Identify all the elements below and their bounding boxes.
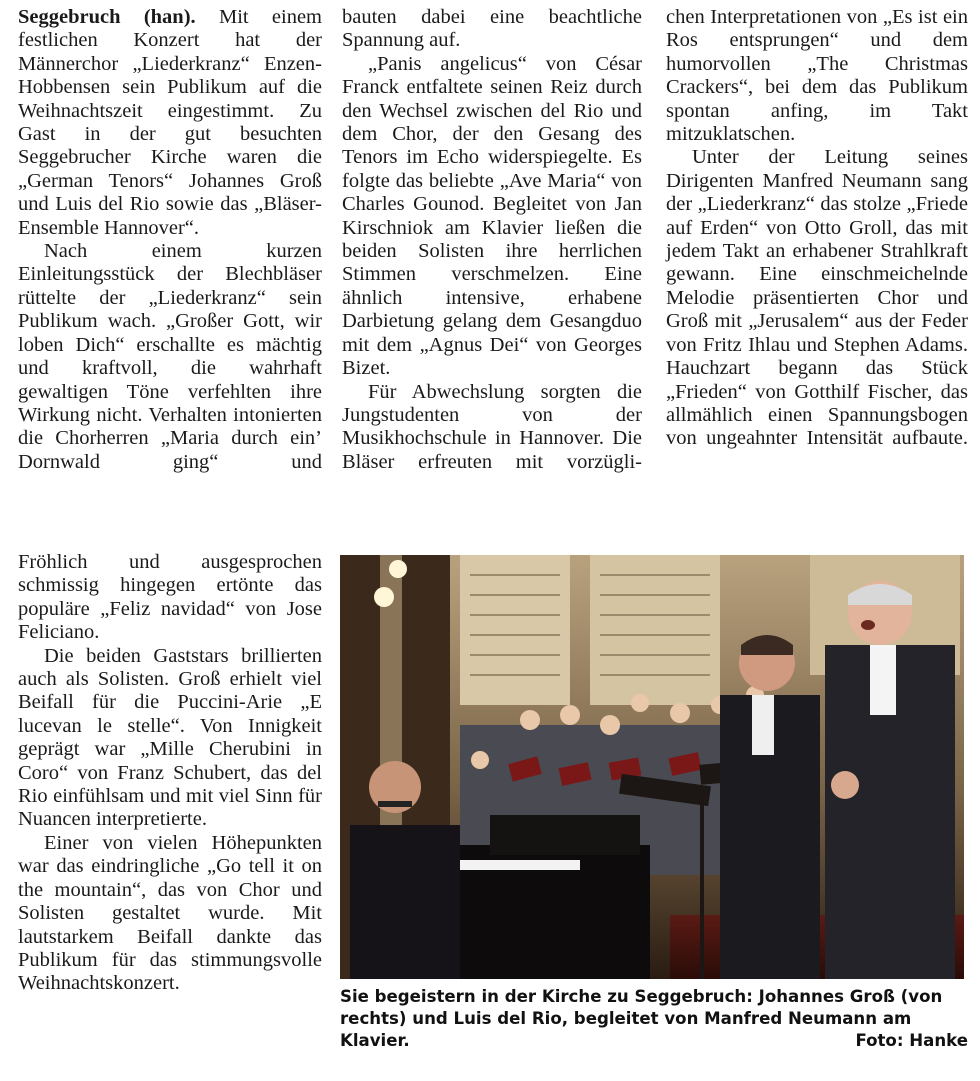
article-column-2 bbox=[342, 6, 642, 474]
paragraph-text: Mit einem festlichen Konzert hat der Männerchor „Liederkranz“ Enzen-Hobbensen sein Publikum auf die Weihnachtszeit eingestimmt. Zu Gast in der gut besuchten Seggebrucher Kirche waren die „German Tenors“ Johannes Groß und Luis del Rio sowie das „Bläser-Ensemble Hannover“. bbox=[18, 6, 322, 239]
article-column-3 bbox=[666, 6, 968, 451]
photo-credit: Foto: Hanke bbox=[855, 1031, 968, 1050]
paragraph: Die beiden Gaststars brillierten auch als Solisten. Groß erhielt viel Beifall für die Puccini-Arie „E lucevan le stelle“. Von Innigkeit geprägt war „Mille Cherubini in Coro“ von Franz Schubert, das del Rio einfühlsam und mit viel Sinn für Nuancen interpretierte. bbox=[18, 644, 322, 831]
paragraph: Nach einem kurzen Einleitungsstück der Blechbläser rüttelte der „Liederkranz“ sein Publikum wach. „Großer Gott, wir loben Dich“ erschallte es mächtig und kraftvoll, die wahrhaft gewaltigen Töne verfehlten ihre Wirkung nicht. Verhalten intonierten die Chorherren „Maria durch ein’ Dornwald ging“ und bbox=[18, 240, 322, 473]
paragraph: chen Interpretationen von „Es ist ein Ros entsprungen“ und dem humorvollen „The Christmas Crackers“, bei dem das Publikum spontan anfing, im Takt mitzuklatschen. bbox=[666, 6, 968, 146]
paragraph bbox=[18, 6, 322, 240]
paragraph: Für Abwechslung sorgten die Jungstudenten von der Musikhochschule in Hannover. Die Bläser erfreuten mit vorzügli- bbox=[342, 380, 642, 473]
paragraph: Unter der Leitung seines Dirigenten Manfred Neumann sang der „Liederkranz“ das stolze „Friede auf Erden“ von Otto Groll, das mit jedem Takt an erhabener Strahlkraft gewann. Eine einschmeichelnde Melodie präsentierten Chor und Groß mit „Jerusalem“ aus der Feder von Fritz Ihlau und Stephen Adams. Hauchzart begann das Stück „Frieden“ von Gotthilf Fischer, das allmählich einen Spannungsbogen von ungeahnter Intensität aufbaute. bbox=[666, 146, 968, 450]
paragraph: „Panis angelicus“ von César Franck entfaltete seinen Reiz durch den Wechsel zwischen del Rio und dem Chor, der den Gesang des Tenors im Echo widerspiegelte. Es folgte das beliebte „Ave Maria“ von Charles Gounod. Begleitet von Jan Kirschniok am Klavier ließen die beiden Solisten ihre herrlichen Stimmen verschmelzen. Eine ähnlich intensive, erhabene Darbietung gelang dem Gesangduo mit dem „Agnus Dei“ von Georges Bizet. bbox=[342, 52, 642, 380]
caption-text: Sie begeistern in der Kirche zu Seggebruch: Johannes Groß (von rechts) und Luis del Rio, begleitet von Manfred Neumann am Klavier. bbox=[340, 987, 943, 1050]
paragraph: Fröhlich und ausgesprochen schmissig hingegen ertönte das populäre „Feliz navidad“ von Jose Feliciano. bbox=[18, 551, 322, 644]
photo-caption bbox=[340, 986, 968, 1052]
paragraph: Einer von vielen Höhepunkten war das eindringliche „Go tell it on the mountain“, das von Chor und Solisten gestaltet wurde. Mit lautstarkem Beifall dankte das Publikum für das stimmungsvolle Weihnachtskonzert. bbox=[18, 831, 322, 995]
paragraph: bauten dabei eine beachtliche Spannung auf. bbox=[342, 6, 642, 52]
article-column-1 bbox=[18, 6, 322, 474]
concert-photo bbox=[340, 555, 964, 979]
article-column-4 bbox=[18, 551, 322, 996]
dateline: Seggebruch (han). bbox=[18, 6, 196, 28]
